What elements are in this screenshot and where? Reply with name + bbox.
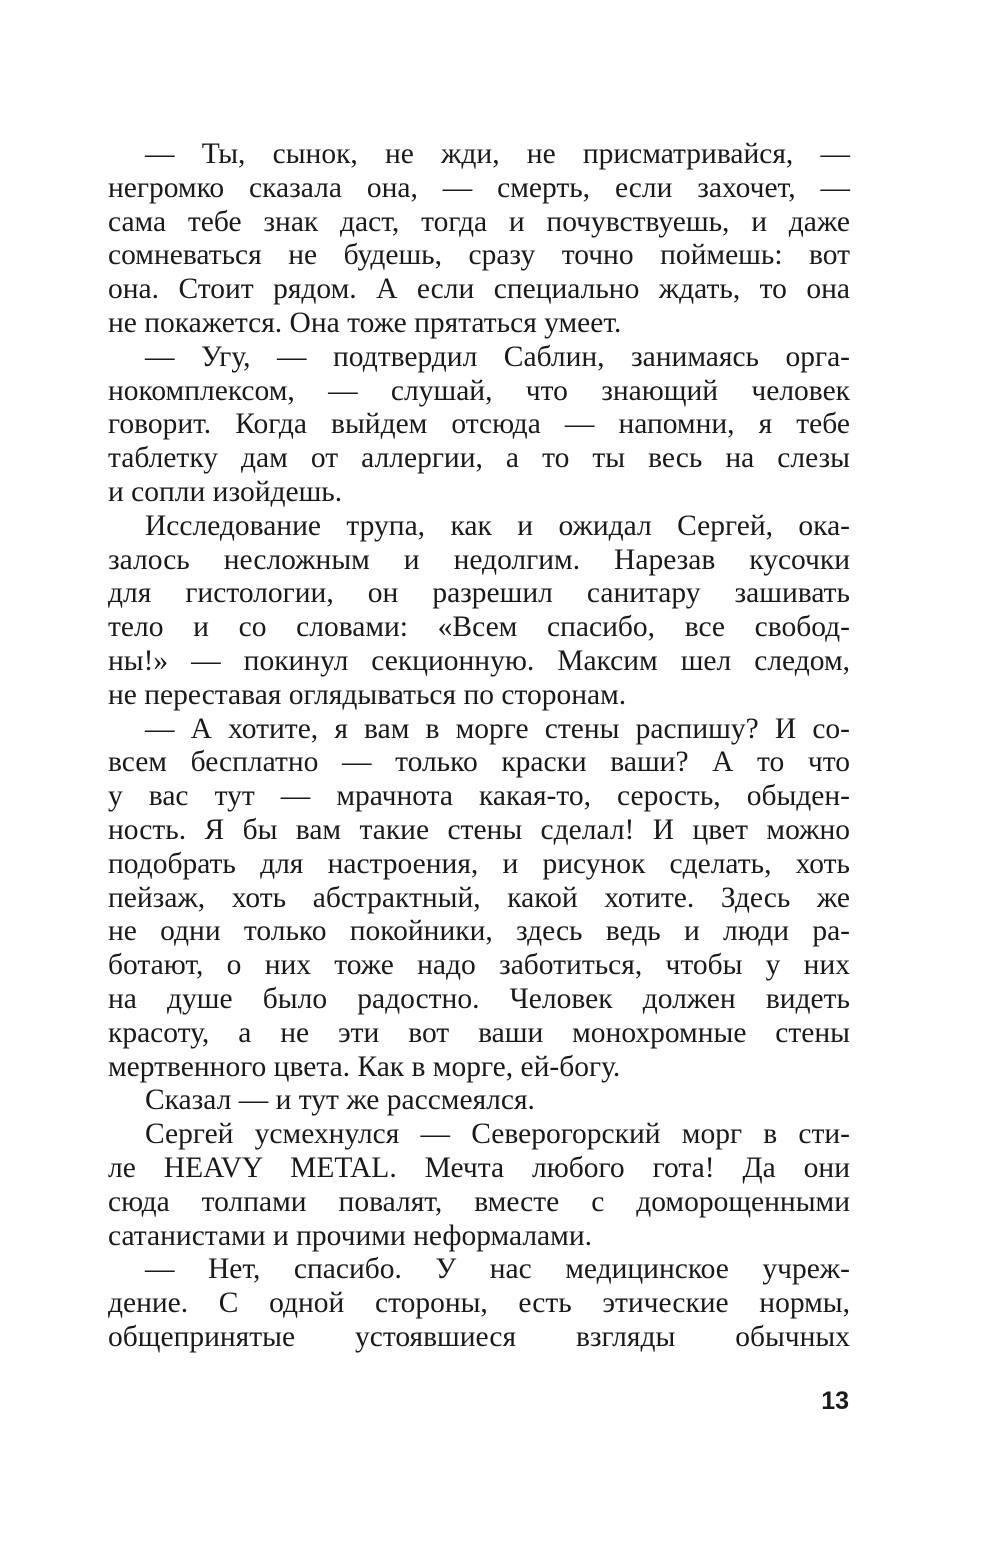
text-line: не покажется. Она тоже прятаться умеет.: [108, 306, 622, 339]
text-line: сюда толпами повалят, вместе с доморощенными: [108, 1185, 850, 1218]
text-line: ботают, о них тоже надо заботиться, чтобы у них: [108, 949, 850, 982]
text-line: ны!» — покинул секционную. Максим шел следом,: [108, 644, 850, 677]
text-line: и сопли изойдешь.: [108, 475, 343, 508]
text-line: — Нет, спасибо. У нас медицинское учреж-: [145, 1253, 850, 1286]
text-line: всем бесплатно — только краски ваши? А то что: [108, 746, 850, 779]
text-line: негромко сказала она, — смерть, если захочет, —: [108, 171, 850, 204]
text-line: не одни только покойники, здесь ведь и люди ра-: [108, 915, 850, 948]
text-line: у вас тут — мрачнота какая-то, серость, обыден-: [108, 780, 850, 813]
text-line: на душе было радостно. Человек должен видеть: [108, 982, 850, 1015]
text-line: пейзаж, хоть абстрактный, какой хотите. Здесь же: [108, 881, 850, 914]
text-line: тело и со словами: «Всем спасибо, все свобод-: [108, 611, 850, 644]
text-line: нокомплексом, — слушай, что знающий человек: [108, 374, 850, 407]
text-line: мертвенного цвета. Как в морге, ей-богу.: [108, 1050, 621, 1083]
text-line: — А хотите, я вам в морге стены распишу? И со-: [145, 712, 850, 745]
text-line: не переставая оглядываться по сторонам.: [108, 678, 627, 711]
text-line: — Ты, сынок, не жди, не присматривайся, —: [145, 138, 850, 170]
text-line: дение. С одной стороны, есть этические нормы,: [108, 1287, 850, 1320]
text-line: сатанистами и прочими неформалами.: [108, 1219, 592, 1252]
text-line: ле HEAVY METAL. Мечта любого гота! Да они: [108, 1151, 850, 1184]
text-line: Исследование трупа, как и ожидал Сергей, ока-: [145, 509, 850, 542]
text-line: красоту, а не эти вот ваши монохромные стены: [108, 1016, 850, 1049]
text-line: для гистологии, он разрешил санитару зашивать: [108, 577, 850, 610]
text-line: Сергей усмехнулся — Северогорский морг в сти-: [145, 1118, 850, 1151]
text-line: Сказал — и тут же рассмеялся.: [145, 1084, 535, 1117]
text-line: залось несложным и недолгим. Нарезав кусочки: [108, 543, 850, 576]
text-line: сама тебе знак даст, тогда и почувствуешь, и даже: [108, 205, 850, 238]
text-line: ность. Я бы вам такие стены сделал! И цвет можно: [108, 813, 850, 846]
text-line: сомневаться не будешь, сразу точно поймешь: вот: [108, 239, 850, 272]
text-line: — Угу, — подтвердил Саблин, занимаясь орга-: [145, 340, 850, 373]
text-line: говорит. Когда выйдем отсюда — напомни, я тебе: [108, 408, 850, 441]
text-line: таблетку дам от аллергии, а то ты весь на слезы: [108, 442, 850, 475]
page-text-block: [108, 138, 850, 1355]
text-line: она. Стоит рядом. А если специально ждать, то она: [108, 273, 850, 306]
text-line: общепринятые устоявшиеся взгляды обычных: [108, 1320, 850, 1353]
text-line: подобрать для настроения, и рисунок сделать, хоть: [108, 847, 850, 880]
page-number: 13: [821, 1387, 849, 1415]
